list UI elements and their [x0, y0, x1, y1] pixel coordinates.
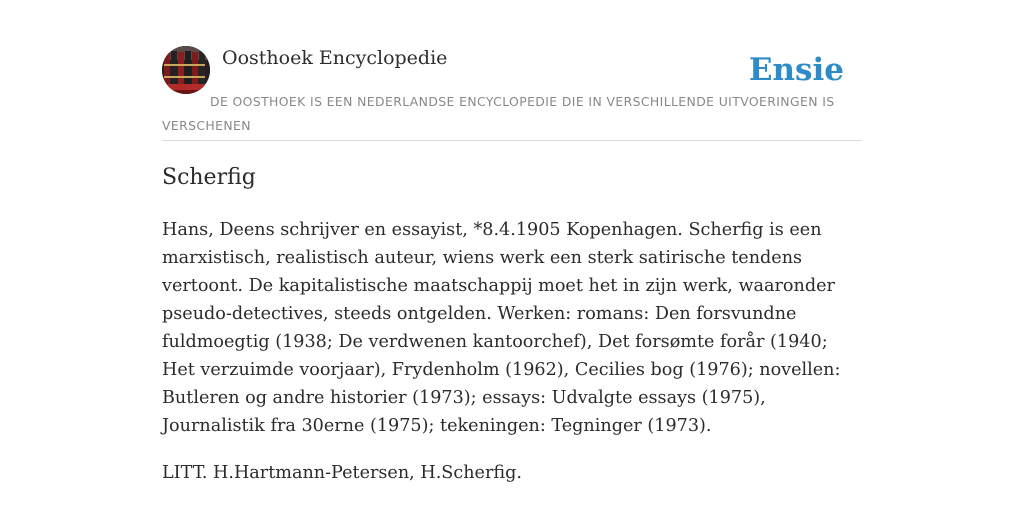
article-body: Hans, Deens schrijver en essayist, *8.4.1905 Kopenhagen. Scherfig is een marxistisch, realistisch auteur, wiens werk een sterk satirische tendens vertoont. De kapitalistische maatschappij moet het in zijn werk, waaronder pseudo-detectives, steeds ontgelden. Werken: romans: Den forsvundne fuldmoegtig (1938; De verdwenen kantoorchef), Det forsømte forår (1940; Het verzuimde voorjaar), Frydenholm (1962), Cecilies bog (1976); novellen: Butleren og andre historier (1973); essays: Udvalgte essays (1975), Journalistik fra 30erne (1975); tekeningen: Tegninger (1973). [162, 220, 841, 436]
article-literature: LITT. H.Hartmann-Petersen, H.Scherfig. [162, 463, 522, 483]
site-tagline: DE OOSTHOEK IS EEN NEDERLANDSE ENCYCLOPEDIE DIE IN VERSCHILLENDE UITVOERINGEN IS VERSCHENEN [162, 94, 835, 133]
site-header [162, 46, 862, 141]
encyclopedia-avatar-icon[interactable] [162, 46, 210, 94]
article-title: Scherfig [162, 165, 256, 190]
brand-logo[interactable]: Ensie [748, 52, 844, 88]
site-name[interactable]: Oosthoek Encyclopedie [222, 47, 448, 69]
book-spines-icon [162, 46, 210, 94]
